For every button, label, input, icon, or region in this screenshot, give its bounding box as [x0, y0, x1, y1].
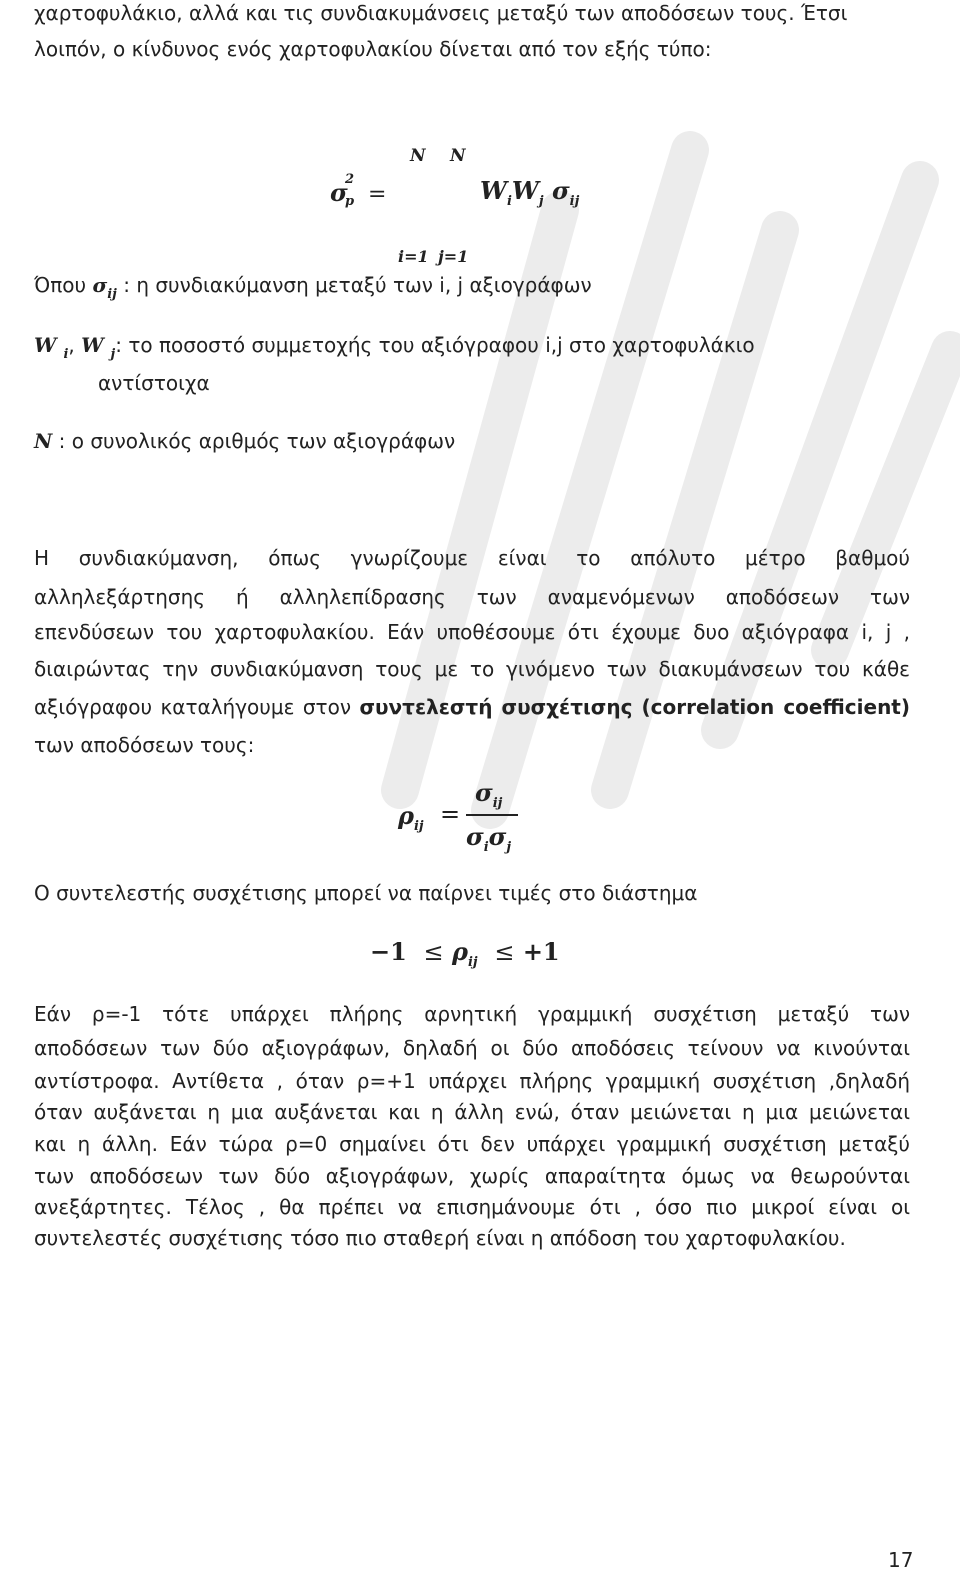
page-number: 17: [888, 1548, 914, 1572]
paragraph-line: αξιόγραφου καταλήγουμε στον συντελεστή συσχέτισης (correlation coefficient): [34, 695, 911, 719]
formula-symbol: σ 2 p: [330, 172, 355, 209]
sum-lower-limit: i=1: [398, 247, 429, 266]
paragraph-line: αλληλεξάρτησης ή αλληλεπίδρασης των αναμενόμενων αποδόσεων των: [34, 585, 910, 609]
paragraph-line: Η συνδιακύμανση, όπως γνωρίζουμε είναι το απόλυτο μέτρο βαθμού: [34, 546, 910, 570]
paragraph-line: επενδύσεων του χαρτοφυλακίου. Εάν υποθέσουμε ότι έχουμε δυο αξιόγραφα i, j ,: [34, 620, 910, 644]
paragraph-line: των αποδόσεων τους:: [34, 733, 255, 757]
formula-range: $-1 \le \rho_{ij} \le +1$: [370, 937, 560, 970]
text-line: λοιπόν, ο κίνδυνος ενός χαρτοφυλακίου δίνεται από τον εξής τύπο:: [34, 37, 712, 61]
definition-count: N : ο συνολικός αριθμός των αξιογράφων: [34, 429, 456, 453]
sum-lower-limit: j=1: [438, 247, 469, 266]
formula-term: $W_iW_j$ $\sigma_{ij}$: [480, 176, 580, 209]
watermark-graphic: [360, 90, 960, 855]
text-line: Ο συντελεστής συσχέτισης μπορεί να παίρνει τιμές στο διάστημα: [34, 881, 698, 905]
formula-equals: =: [440, 800, 461, 828]
sum-upper-limit: N: [450, 146, 466, 166]
formula-equals: =: [368, 182, 387, 207]
fraction-bar: [466, 814, 518, 816]
fraction-numerator: $\sigma_{ij}$: [475, 778, 503, 811]
sum-upper-limit: N: [410, 146, 426, 166]
paragraph-line: αντίστροφα. Αντίθετα , όταν ρ=+1 υπάρχει πλήρης γραμμική συσχέτιση ,δηλαδή: [34, 1069, 910, 1093]
paragraph-line: όταν αυξάνεται η μια αυξάνεται και η άλλη ενώ, όταν μειώνεται η μια μειώνεται: [34, 1100, 910, 1124]
paragraph-line: ανεξάρτητες. Τέλος , θα πρέπει να επισημάνουμε ότι , όσο πιο μικροί είναι οι: [34, 1195, 910, 1219]
definition-weights-continued: αντίστοιχα: [98, 371, 210, 395]
paragraph-line: συντελεστές συσχέτισης τόσο πιο σταθερή είναι η απόδοση του χαρτοφυλακίου.: [34, 1226, 846, 1250]
paragraph-line: των αποδόσεων των δύο αξιογράφων, χωρίς απαραίτητα όμως να θεωρούνται: [34, 1164, 910, 1188]
fraction-denominator: $\sigma_i\sigma_j$: [466, 822, 512, 855]
formula-symbol: $\rho_{ij}$: [398, 801, 424, 834]
paragraph-line: διαιρώντας την συνδιακύμανση τους με το γινόμενο των διακυμάνσεων του κάθε: [34, 657, 910, 681]
paragraph-line: Εάν ρ=-1 τότε υπάρχει πλήρης αρνητική γραμμική συσχέτιση μεταξύ των: [34, 1002, 910, 1026]
paragraph-line: αποδόσεων των δύο αξιογράφων, δηλαδή οι δύο αποδόσεις τείνουν να κινούνται: [34, 1036, 910, 1060]
definition-weights: W $_i$, W $_j$: το ποσοστό συμμετοχής του αξιόγραφου i,j στο χαρτοφυλάκιο: [34, 333, 755, 362]
definition-covariance: Όπου $\sigma_{ij}$ : η συνδιακύμανση μεταξύ των i, j αξιογράφων: [34, 273, 592, 302]
paragraph-line: και η άλλη. Εάν τώρα ρ=0 σημαίνει ότι δεν υπάρχει γραμμική συσχέτιση μεταξύ: [34, 1132, 910, 1156]
text-line: χαρτοφυλάκιο, αλλά και τις συνδιακυμάνσεις μεταξύ των αποδόσεων τους. Έτσι: [34, 1, 848, 25]
